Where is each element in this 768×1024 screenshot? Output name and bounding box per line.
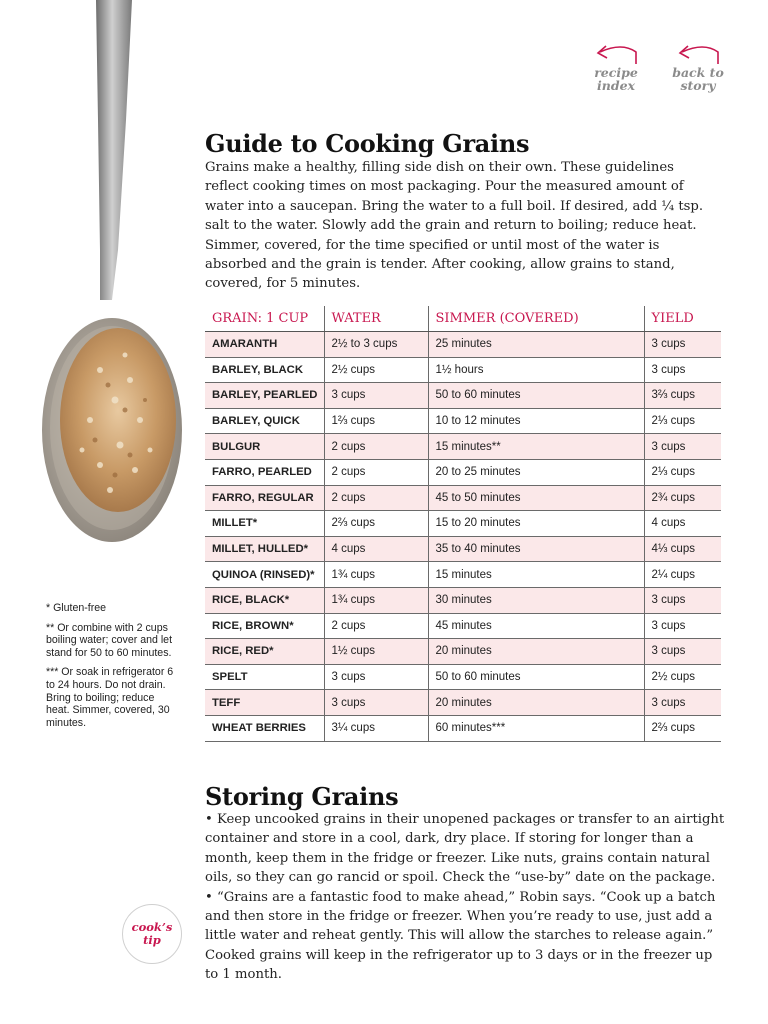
cell-water: 1¾ cups [324, 562, 428, 588]
table-row [205, 434, 721, 460]
cell-yield: 3 cups [644, 587, 721, 613]
table-row [205, 536, 721, 562]
cell-grain: BARLEY, QUICK [205, 408, 324, 434]
cell-water: 4 cups [324, 536, 428, 562]
cell-simmer: 45 minutes [428, 613, 644, 639]
cell-yield: 3⅔ cups [644, 383, 721, 409]
table-row [205, 613, 721, 639]
cell-yield: 3 cups [644, 434, 721, 460]
cell-yield: 3 cups [644, 613, 721, 639]
cell-water: 2½ to 3 cups [324, 332, 428, 358]
spoon-illustration [0, 0, 200, 560]
cell-grain: BARLEY, PEARLED [205, 383, 324, 409]
cell-water: 2½ cups [324, 357, 428, 383]
table-row [205, 485, 721, 511]
cooks-tip-line2: tip [143, 933, 161, 947]
cell-simmer: 10 to 12 minutes [428, 408, 644, 434]
table-row [205, 383, 721, 409]
cell-simmer: 20 minutes [428, 639, 644, 665]
cell-yield: 3 cups [644, 357, 721, 383]
cell-grain: MILLET, HULLED* [205, 536, 324, 562]
back-arrow-icon [674, 38, 722, 68]
cell-yield: 3 cups [644, 332, 721, 358]
header-water: WATER [324, 306, 428, 332]
cell-simmer: 15 minutes** [428, 434, 644, 460]
cell-water: 2 cups [324, 485, 428, 511]
cell-simmer: 50 to 60 minutes [428, 664, 644, 690]
header-grain: GRAIN: 1 CUP [205, 306, 324, 332]
table-row [205, 562, 721, 588]
grain-cooking-table [205, 306, 721, 742]
cell-simmer: 60 minutes*** [428, 715, 644, 741]
cell-grain: RICE, BROWN* [205, 613, 324, 639]
back-arrow-icon [592, 38, 640, 68]
cell-yield: 4 cups [644, 511, 721, 537]
cell-grain: FARRO, PEARLED [205, 459, 324, 485]
cell-simmer: 20 minutes [428, 690, 644, 716]
cell-yield: 2¼ cups [644, 562, 721, 588]
cell-simmer: 1½ hours [428, 357, 644, 383]
storing-section [205, 810, 725, 985]
header-simmer: SIMMER (COVERED) [428, 306, 644, 332]
cell-water: 1½ cups [324, 639, 428, 665]
cell-water: 2 cups [324, 613, 428, 639]
cooks-tip-line1: cook’s [131, 920, 173, 934]
cell-water: 1¾ cups [324, 587, 428, 613]
footnote: * Gluten-free [46, 602, 107, 614]
cell-simmer: 15 to 20 minutes [428, 511, 644, 537]
header-yield: YIELD [644, 306, 721, 332]
cell-simmer: 20 to 25 minutes [428, 459, 644, 485]
footnote: ** Or combine with 2 cups boiling water; cover and let stand for 50 to 60 minutes. [46, 621, 173, 659]
recipe-index-label: recipe index [594, 65, 638, 93]
cell-grain: MILLET* [205, 511, 324, 537]
cell-grain: TEFF [205, 690, 324, 716]
cell-grain: BARLEY, BLACK [205, 357, 324, 383]
cell-water: 3¼ cups [324, 715, 428, 741]
cell-grain: WHEAT BERRIES [205, 715, 324, 741]
cell-grain: RICE, BLACK* [205, 587, 324, 613]
cell-yield: 3 cups [644, 690, 721, 716]
table-row [205, 459, 721, 485]
table-row [205, 664, 721, 690]
footnotes [46, 602, 180, 736]
table-row [205, 715, 721, 741]
storing-paragraph: • “Grains are a fantastic food to make ahead,” Robin says. “Cook up a batch and then store in the fridge or freezer. When you’re ready to use, just add a little water and reheat gently. This will allow the starches to release again.” Cooked grains will keep in the refrigerator up to 3 days or in the freezer up to 1 month. [205, 889, 716, 983]
table-row [205, 639, 721, 665]
recipe-index-link[interactable] [584, 38, 648, 92]
cell-water: 3 cups [324, 690, 428, 716]
cell-simmer: 45 to 50 minutes [428, 485, 644, 511]
cell-water: 2⅔ cups [324, 511, 428, 537]
storing-title: Storing Grains [205, 782, 399, 811]
cell-grain: FARRO, REGULAR [205, 485, 324, 511]
table-row [205, 332, 721, 358]
storing-paragraph: • Keep uncooked grains in their unopened packages or transfer to an airtight container and store in a cool, dark, dry place. If storing for longer than a month, keep them in the fridge or freezer. Like nuts, grains contain natural oils, so they can go rancid or spoil. Check the “use-by” date on the package. [205, 812, 725, 886]
cell-simmer: 15 minutes [428, 562, 644, 588]
cell-water: 2 cups [324, 434, 428, 460]
table-header-row [205, 306, 721, 332]
intro-paragraph: Grains make a healthy, filling side dish on their own. These guidelines reflect cooking times on most packaging. Pour the measured amount of water into a saucepan. Bring the water to a full boil. If desired, add ¼ tsp. salt to the water. Slowly add the grain and return to boiling; reduce heat. Simmer, covered, for the time specified or until most of the water is absorbed and the grain is tender. After cooking, allow grains to stand, covered, for 5 minutes. [205, 160, 704, 292]
cell-grain: BULGUR [205, 434, 324, 460]
cell-grain: RICE, RED* [205, 639, 324, 665]
cell-yield: 2⅓ cups [644, 408, 721, 434]
cooks-tip-badge [122, 904, 182, 964]
back-to-story-label: back to story [672, 65, 724, 93]
cell-grain: AMARANTH [205, 332, 324, 358]
cell-yield: 3 cups [644, 639, 721, 665]
cell-water: 3 cups [324, 383, 428, 409]
cell-yield: 2⅔ cups [644, 715, 721, 741]
cell-water: 3 cups [324, 664, 428, 690]
back-to-story-link[interactable] [666, 38, 730, 92]
cell-yield: 2⅓ cups [644, 459, 721, 485]
cell-water: 1⅔ cups [324, 408, 428, 434]
cell-simmer: 30 minutes [428, 587, 644, 613]
cell-water: 2 cups [324, 459, 428, 485]
page-title: Guide to Cooking Grains [205, 129, 530, 158]
cell-simmer: 50 to 60 minutes [428, 383, 644, 409]
table-row [205, 408, 721, 434]
footnote: *** Or soak in refrigerator 6 to 24 hours. Do not drain. Bring to boiling; reduce heat. Simmer, covered, 30 minutes. [46, 666, 174, 729]
table-row [205, 690, 721, 716]
cell-simmer: 25 minutes [428, 332, 644, 358]
table-row [205, 511, 721, 537]
cell-yield: 4⅓ cups [644, 536, 721, 562]
cell-grain: QUINOA (RINSED)* [205, 562, 324, 588]
cell-grain: SPELT [205, 664, 324, 690]
cell-yield: 2½ cups [644, 664, 721, 690]
table-row [205, 357, 721, 383]
table-row [205, 587, 721, 613]
cell-yield: 2¾ cups [644, 485, 721, 511]
cell-simmer: 35 to 40 minutes [428, 536, 644, 562]
